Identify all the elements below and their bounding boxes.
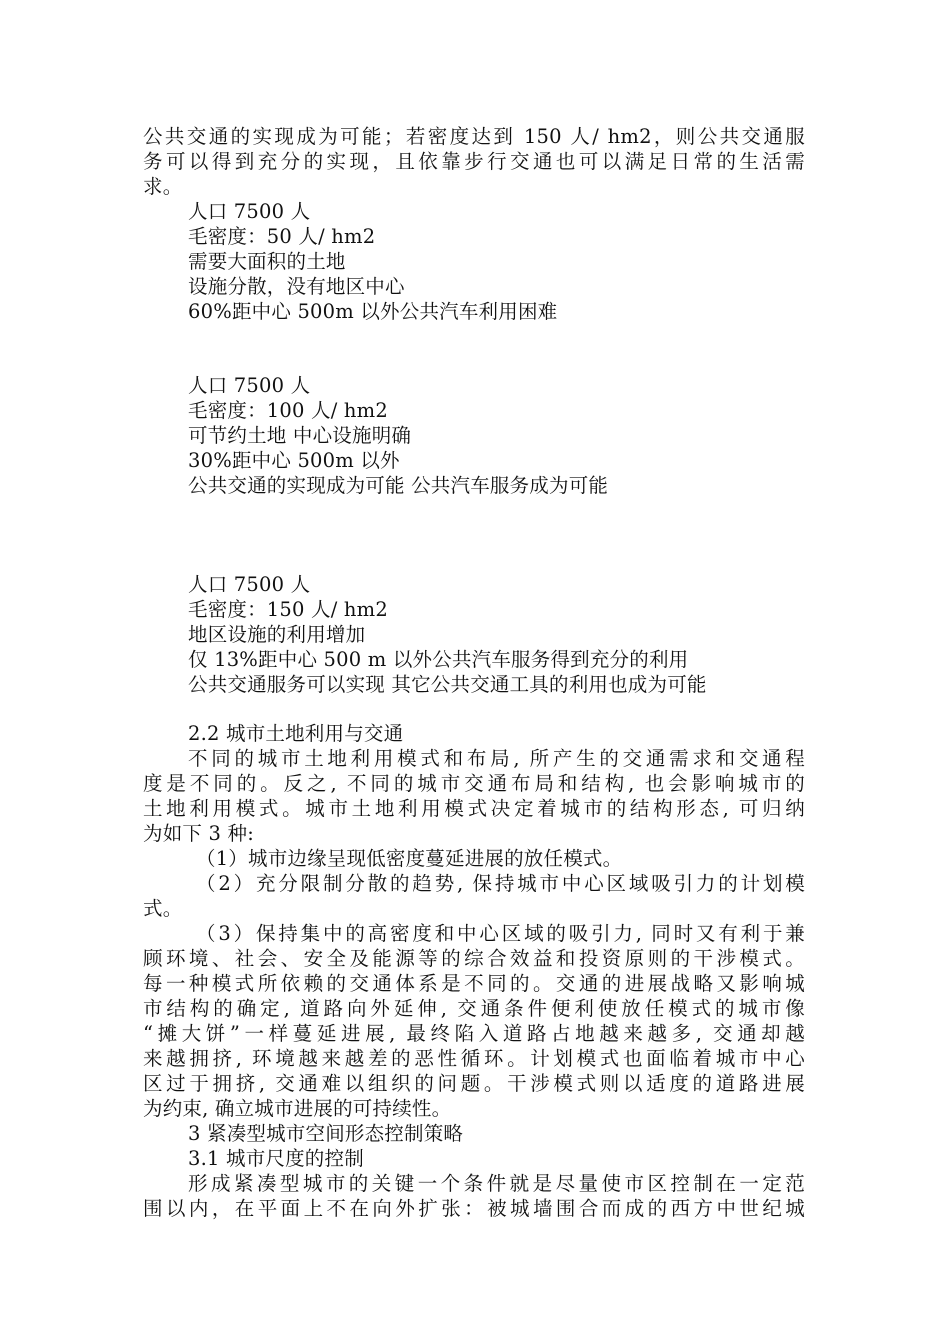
subsection-heading: 3.1 城市尺度的控制 — [188, 1147, 364, 1170]
list-item: 地区设施的利用增加 — [188, 623, 366, 646]
list-item: 公共交通服务可以实现 其它公共交通工具的利用也成为可能 — [188, 673, 707, 696]
paragraph-line: 度是不同的。反之, 不同的城市交通布局和结构, 也会影响城市的 — [143, 772, 805, 795]
paragraph-line: “摊大饼”一样蔓延进展, 最终陷入道路占地越来越多, 交通却越 — [143, 1022, 805, 1045]
list-item: 可节约土地 中心设施明确 — [188, 424, 412, 447]
list-item: 设施分散，没有地区中心 — [188, 275, 405, 298]
paragraph-line: 式。 — [143, 897, 183, 920]
paragraph-line: 土地利用模式。城市土地利用模式决定着城市的结构形态, 可归纳 — [143, 797, 805, 820]
list-item: 毛密度：50 人/ hm2 — [188, 225, 376, 248]
list-item: 30%距中心 500m 以外 — [188, 449, 400, 472]
list-item: 公共交通的实现成为可能 公共汽车服务成为可能 — [188, 474, 609, 497]
paragraph-line: 围以内，在平面上不在向外扩张：被城墙围合而成的西方中世纪城 — [143, 1197, 805, 1220]
paragraph-line: 为约束, 确立城市进展的可持续性。 — [143, 1097, 452, 1120]
list-item: （3）保持集中的高密度和中心区域的吸引力, 同时又有利于兼 — [196, 922, 805, 945]
list-item: （1）城市边缘呈现低密度蔓延进展的放任模式。 — [196, 847, 623, 870]
list-item: 仅 13%距中心 500 m 以外公共汽车服务得到充分的利用 — [188, 648, 689, 671]
list-item: 人口 7500 人 — [188, 374, 311, 397]
paragraph-line: 务可以得到充分的实现，且依靠步行交通也可以满足日常的生活需 — [143, 150, 805, 173]
paragraph-line: 市结构的确定, 道路向外延伸, 交通条件便利使放任模式的城市像 — [143, 997, 805, 1020]
paragraph-line: 顾环境、社会、安全及能源等的综合效益和投资原则的干涉模式。 — [143, 947, 805, 970]
list-item: 人口 7500 人 — [188, 573, 311, 596]
paragraph-line: 每一种模式所依赖的交通体系是不同的。交通的进展战略又影响城 — [143, 972, 805, 995]
list-item: 60%距中心 500m 以外公共汽车利用困难 — [188, 300, 558, 323]
paragraph-line: 区过于拥挤, 交通难以组织的问题。干涉模式则以适度的道路进展 — [143, 1072, 805, 1095]
paragraph-line: 来越拥挤, 环境越来越差的恶性循环。计划模式也面临着城市中心 — [143, 1047, 805, 1070]
list-item: （2）充分限制分散的趋势, 保持城市中心区域吸引力的计划模 — [196, 872, 805, 895]
paragraph-line: 形成紧凑型城市的关键一个条件就是尽量使市区控制在一定范 — [188, 1172, 805, 1195]
paragraph-line: 为如下 3 种: — [143, 822, 254, 845]
list-item: 毛密度：100 人/ hm2 — [188, 399, 388, 422]
paragraph-line: 公共交通的实现成为可能；若密度达到 150 人/ hm2，则公共交通服 — [143, 125, 805, 148]
paragraph-line: 不同的城市土地利用模式和布局, 所产生的交通需求和交通程 — [188, 747, 805, 770]
paragraph-line: 求。 — [143, 175, 183, 198]
list-item: 需要大面积的土地 — [188, 250, 346, 273]
section-heading: 3 紧凑型城市空间形态控制策略 — [188, 1122, 464, 1145]
list-item: 毛密度：150 人/ hm2 — [188, 598, 388, 621]
section-heading: 2.2 城市土地利用与交通 — [188, 722, 404, 745]
list-item: 人口 7500 人 — [188, 200, 311, 223]
